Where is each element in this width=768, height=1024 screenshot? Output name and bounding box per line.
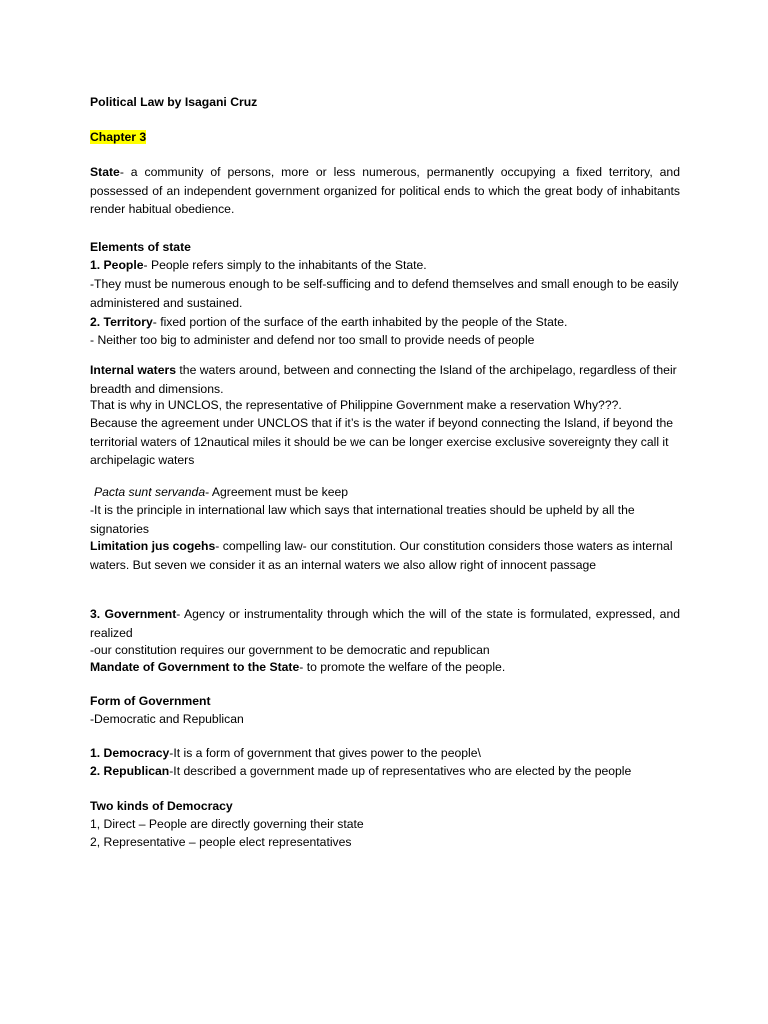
people-note: -They must be numerous enough to be self-sufficing and to defend themselves and small enough to be easily administered and sustained. <box>90 277 679 310</box>
state-text: - a community of persons, more or less numerous, permanently occupying a fixed territory, and possessed of an independent government organized for political ends to which the great body of inhabitants render habitual obedience. <box>90 165 680 216</box>
republican-term: 2. Republican <box>90 764 170 778</box>
government-item <box>90 605 680 642</box>
kinds-heading: Two kinds of Democracy <box>90 799 233 813</box>
pacta-note: -It is the principle in international law which says that international treaties should be upheld by all the signatories <box>90 503 635 536</box>
state-definition <box>90 163 680 219</box>
document-title: Political Law by Isagani Cruz <box>90 95 258 109</box>
unclos-reservation: That is why in UNCLOS, the representative of Philippine Government make a reservation Why???. <box>90 398 622 412</box>
mandate-text: - to promote the welfare of the people. <box>299 660 506 674</box>
elements-heading: Elements of state <box>90 240 191 254</box>
internal-waters-paragraph <box>90 361 680 398</box>
republican-text: -It described a government made up of representatives who are elected by the people <box>169 764 632 778</box>
limitation-item <box>90 537 680 574</box>
territory-item <box>90 313 680 332</box>
state-term: State <box>90 165 120 179</box>
limitation-text: - compelling law- our constitution. Our constitution considers those waters as internal waters. But seven we consider it as an internal waters we also allow right of innocent passage <box>90 539 673 572</box>
government-note: -our constitution requires our government to be democratic and republican <box>90 643 490 657</box>
democracy-text: -It is a form of government that gives power to the people\ <box>169 746 481 760</box>
form-text: -Democratic and Republican <box>90 712 244 726</box>
people-term: 1. People <box>90 258 144 272</box>
mandate-term: Mandate of Government to the State <box>90 660 300 674</box>
kinds-representative: 2, Representative – people elect representatives <box>90 835 352 849</box>
limitation-term: Limitation jus cogehs <box>90 539 216 553</box>
pacta-term: Pacta sunt servanda <box>94 485 206 499</box>
internal-waters-term: Internal waters <box>90 363 177 377</box>
unclos-explanation: Because the agreement under UNCLOS that if it’s is the water if beyond connecting the Island, if beyond the territorial waters of 12nautical miles it should be we can be longer exercise exclusive sovereignty they call it archipelagic waters <box>90 416 674 467</box>
mandate-item <box>90 658 680 677</box>
government-text: - Agency or instrumentality through which the will of the state is formulated, expressed, and realized <box>90 607 680 640</box>
democracy-item <box>90 744 680 763</box>
democracy-term: 1. Democracy <box>90 746 170 760</box>
people-text: - People refers simply to the inhabitants of the State. <box>143 258 427 272</box>
kinds-direct: 1, Direct – People are directly governing their state <box>90 817 364 831</box>
government-term: 3. Government <box>90 607 177 621</box>
territory-note: - Neither too big to administer and defend nor too small to provide needs of people <box>90 333 535 347</box>
pacta-item <box>94 483 684 502</box>
internal-waters-text: the waters around, between and connecting the Island of the archipelago, regardless of their breadth and dimensions. <box>90 363 677 396</box>
pacta-text: - Agreement must be keep <box>205 485 349 499</box>
chapter-heading <box>90 128 680 147</box>
people-item <box>90 256 680 275</box>
form-heading: Form of Government <box>90 694 211 708</box>
territory-text: - fixed portion of the surface of the earth inhabited by the people of the State. <box>152 315 568 329</box>
chapter-label: Chapter 3 <box>90 130 147 144</box>
territory-term: 2. Territory <box>90 315 153 329</box>
republican-item <box>90 762 680 781</box>
